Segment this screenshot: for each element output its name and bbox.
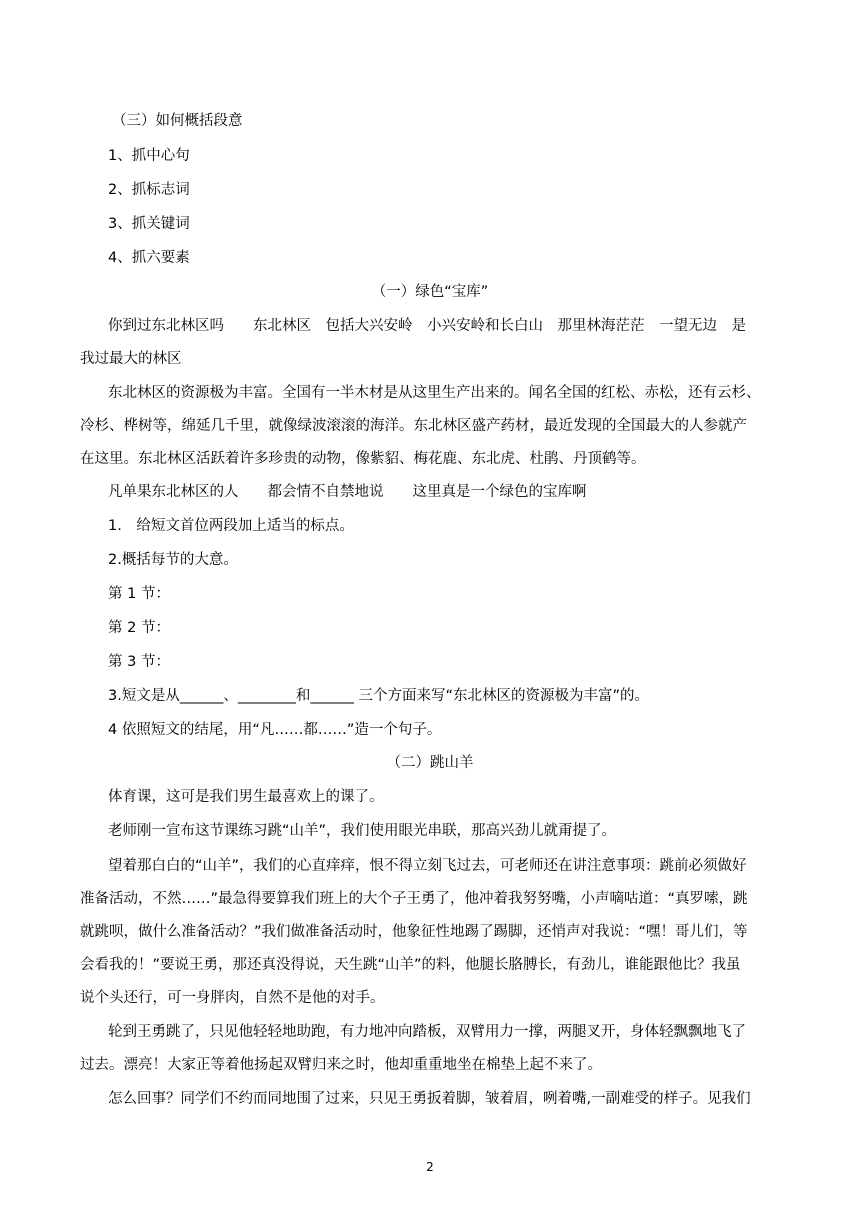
paragraph-line: 望着那白白的“山羊”，我们的心直痒痒，恨不得立刻飞过去，可老师还在讲注意事项：跳前必须做好 xyxy=(108,858,747,874)
paragraph-line: 冷杉、桦树等，绵延几千里，就像绿波滚滚的海洋。东北林区盛产药材，最近发现的全国最大的人参就产 xyxy=(80,418,747,434)
list-item: 1、抓中心句 xyxy=(108,148,190,164)
paragraph-line: 怎么回事？同学们不约而同地围了过来，只见王勇扳着脚，皱着眉，咧着嘴,一副难受的样子。见我们 xyxy=(108,1091,751,1107)
paragraph-line: 凡单果东北林区的人 都会情不自禁地说 这里真是一个绿色的宝库啊 xyxy=(108,484,587,500)
answer-line: 第 3 节： xyxy=(108,654,170,670)
paragraph-line: 东北林区的资源极为丰富。全国有一半木材是从这里生产出来的。闻名全国的红松、赤松，还有云杉、 xyxy=(108,385,761,401)
question: 1. 给短文首位两段加上适当的标点。 xyxy=(108,518,354,534)
paragraph-line: 说个头还行，可一身胖肉，自然不是他的对手。 xyxy=(80,990,385,1006)
paragraph-line: 过去。漂亮！大家正等着他扬起双臂归来之时，他却重重地坐在棉垫上起不来了。 xyxy=(80,1057,602,1073)
paragraph-line: 我过最大的林区 xyxy=(80,351,182,367)
answer-line: 第 1 节： xyxy=(108,586,170,602)
paragraph-line: 会看我的！”要说王勇，那还真没得说，天生跳“山羊”的料，他腿长胳膊长，有劲儿，谁能跟他比？我虽 xyxy=(80,957,741,973)
paragraph-line: 在这里。东北林区活跃着许多珍贵的动物，像紫貂、梅花鹿、东北虎、杜鹃、丹顶鹤等。 xyxy=(80,451,646,467)
list-item: 3、抓关键词 xyxy=(108,216,190,232)
paragraph-line: 准备活动，不然……”最急得要算我们班上的大个子王勇了，他冲着我努努嘴，小声嘀咕道：“真罗嗦，跳 xyxy=(80,891,748,907)
passage-title: （二）跳山羊 xyxy=(386,755,474,771)
question: 3.短文是从______、________和______ 三个方面来写“东北林区的资源极为丰富”的。 xyxy=(108,688,649,704)
answer-line: 第 2 节： xyxy=(108,620,170,636)
passage-title: （一）绿色“宝库” xyxy=(371,284,489,300)
paragraph-line: 轮到王勇跳了，只见他轻轻地助跑，有力地冲向踏板，双臂用力一撑，两腿叉开，身体轻飘飘地飞了 xyxy=(108,1024,746,1040)
list-item: 2、抓标志词 xyxy=(108,182,190,198)
page-number: 2 xyxy=(426,1160,434,1174)
question: 4 依照短文的结尾，用“凡……都……”造一个句子。 xyxy=(108,722,442,738)
paragraph-line: 你到过东北林区吗 东北林区 包括大兴安岭 小兴安岭和长白山 那里林海茫茫 一望无边 是 xyxy=(108,318,746,334)
paragraph-line: 体育课，这可是我们男生最喜欢上的课了。 xyxy=(108,789,384,805)
question: 2.概括每节的大意。 xyxy=(108,552,238,568)
section-heading: （三）如何概括段意 xyxy=(112,113,243,129)
list-item: 4、抓六要素 xyxy=(108,250,190,266)
paragraph-line: 老师刚一宣布这节课练习跳“山羊”，我们使用眼光串联，那高兴劲儿就甭提了。 xyxy=(108,823,617,839)
paragraph-line: 就跳呗，做什么准备活动？”我们做准备活动时，他象征性地踢了踢脚，还悄声对我说：“嘿！哥儿们，等 xyxy=(80,924,748,940)
